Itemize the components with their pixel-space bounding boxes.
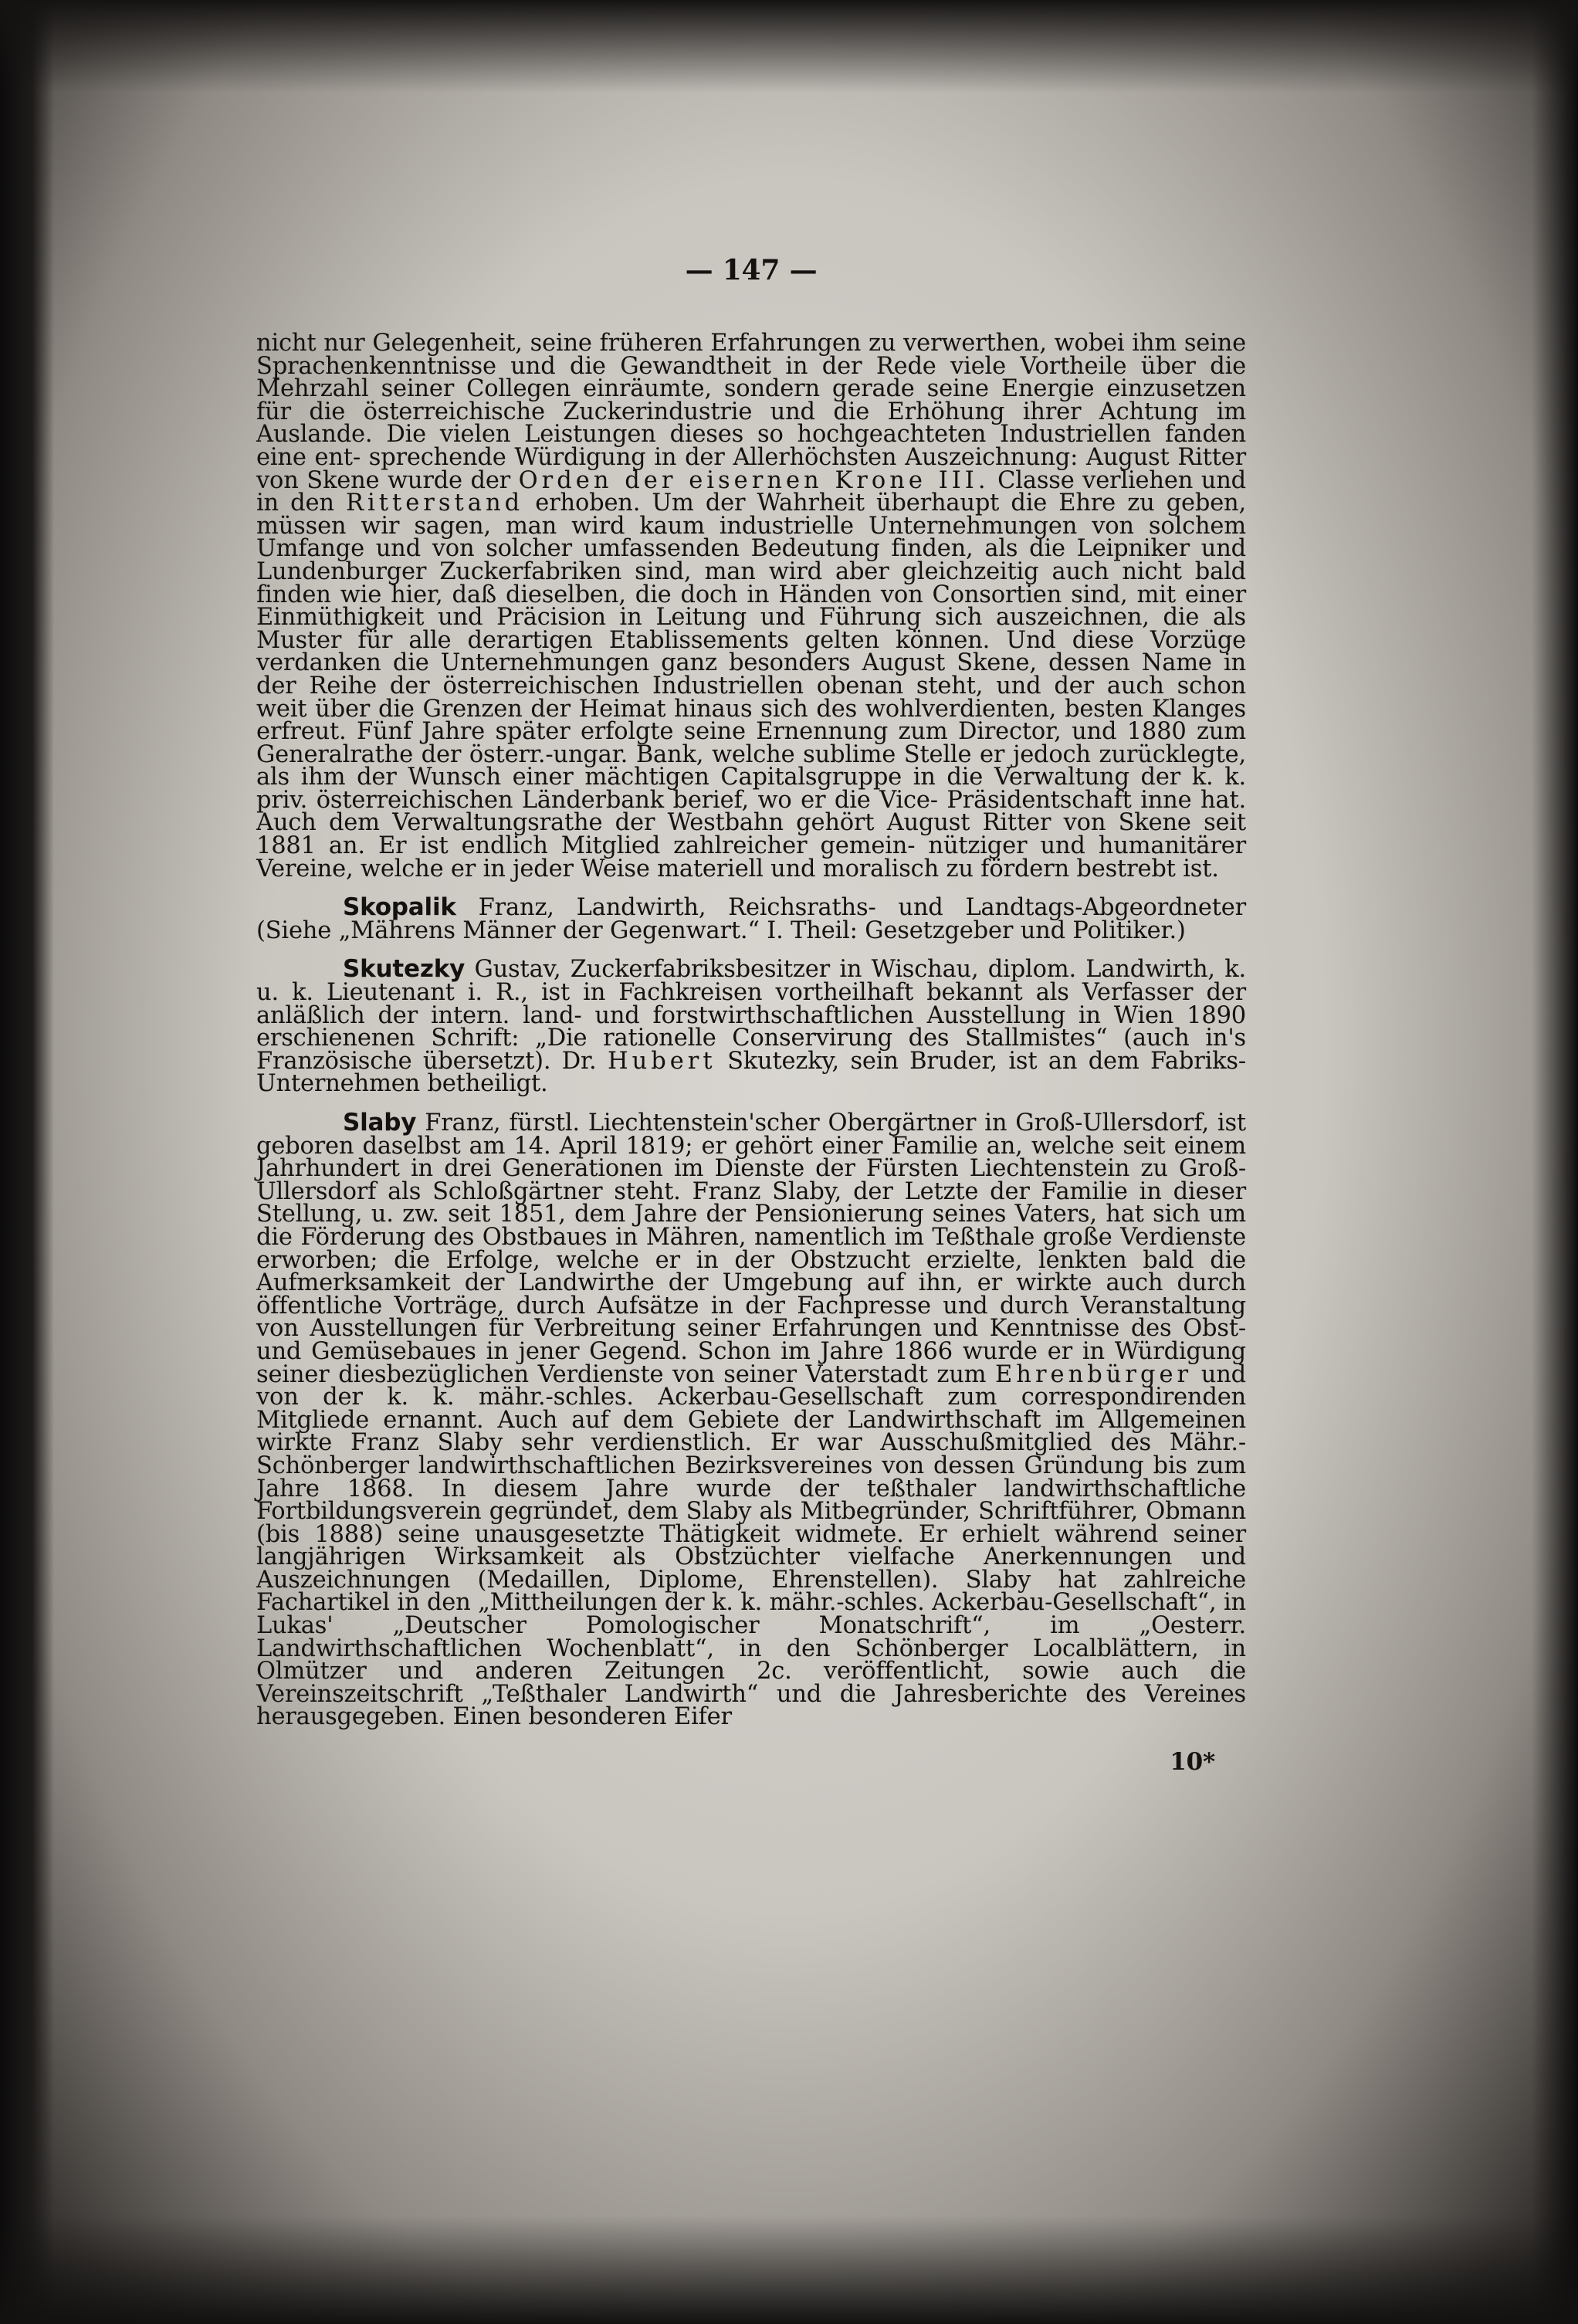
text-line: Einmüthigkeit und Präcision in Leitung und Führung sich auszeichnen, die als [256,604,1246,632]
entry-text: Skutezky, sein Bruder, ist an dem Fabriks-Unternehmen betheiligt. [256,1047,1246,1098]
text-line: und in den [256,466,1246,517]
text-line: Verwaltung der k. k. priv. österreichischen Länderbank berief, wo er die Vice- [256,764,1246,814]
paragraph-skene-continuation [256,330,1247,883]
headword-slaby: Slaby [343,1109,417,1137]
text-line: der Reihe der österreichischen Industriellen obenan steht, und der auch schon [256,672,1246,700]
headword-skutezky: Skutezky [343,955,466,984]
text-line: jedoch zurücklegte, als ihm der Wunsch einer mächtigen Capitalsgruppe in die [256,740,1246,791]
page-text-block [256,255,1246,1776]
text-line: geben, müssen wir sagen, man wird kaum industrielle Unternehmungen von solchem [256,490,1246,540]
text-line: die österreichische Zuckerindustrie und die Erhöhung ihrer Achtung im Auslande. [256,398,1246,449]
text-line: Lundenburger Zuckerfabriken sind, man wird aber gleichzeitig auch nicht bald [256,557,1246,585]
text-line: Klanges erfreut. Fünf Jahre später erfolgte seine Ernennung zum Director, [256,695,1247,746]
page-footer [256,1745,1246,1776]
text-line: Sprachenkenntnisse und die Gewandtheit in der Rede viele Vortheile über die [256,352,1246,380]
entry-text: Franz, Landwirth, Reichsraths- und Landtags-Abgeordneter (Siehe „Mährens Männer der Gegenwart.“ I. Theil: Gesetzgeber und Politiker.) [256,894,1246,944]
text-line: weit über die Grenzen der Heimat hinaus sich des wohlverdienten, besten [256,695,1143,723]
scan-bottom-shadow [0,2216,1578,2324]
text-line: nicht nur Gelegenheit, seine früheren Erfahrungen zu verwerthen, wobei ihm seine [256,330,1246,357]
scan-top-shadow [0,0,1578,93]
text-line: Die vielen Leistungen dieses so hochgeachteten Industriellen fanden eine ent- [256,421,1246,471]
sheet-signature: 10* [1170,1748,1215,1777]
text-line: erhoben. Um der Wahrheit überhaupt die Ehre zu [535,490,1155,517]
text-line: moralisch zu fördern bestrebt ist. [822,855,1219,883]
page-number: — 147 — [685,254,818,286]
text-line: Präsidentschaft inne hat. Auch dem Verwaltungsrathe der Westbahn gehört [256,786,1246,837]
entry-skopalik [256,893,1246,944]
spaced-order-name: Orden der eisernen Krone III. [518,466,990,494]
spaced-ehrenbuerger: Ehrenbürger [995,1360,1193,1388]
text-line: und 1880 zum Generalrathe der österr.-ungar. Bank, welche sublime Stelle er [256,718,1246,768]
entry-skutezky [256,955,1246,1098]
text-line: August Ritter von Skene seit 1881 an. Er ist endlich Mitglied zahlreicher gemein- [256,809,1246,860]
text-line: finden wie hier, daß dieselben, die doch in Händen von Consortien sind, mit einer [256,581,1246,608]
text-line: Mehrzahl seiner Collegen einräumte, sondern gerade seine Energie einzusetzen für [256,375,1246,425]
scan-left-shadow [0,0,54,2324]
spaced-ritterstand: Ritterstand [345,490,524,517]
entry-text: Gustav, Zuckerfabriksbesitzer in Wischau, diplom. Landwirth, k. u. k. Lieutenant i. R., ist in Fachkreisen vortheilhaft bekannt als Verfasser der anläßlich der intern. land- und forstwirthschaftlichen Ausstellung in Wien 1890 erschienenen Schrift: „Die rationelle Conservirung des Stallmistes“ (auch in's Französische übersetzt). Dr. [256,956,1246,1075]
text-line: verdanken die Unternehmungen ganz besonders August Skene, dessen Name in [256,649,1246,677]
text-line: Classe verliehen [997,466,1194,494]
scan-right-shadow [1532,0,1578,2324]
entry-text: und von der k. k. mähr.-schles. Ackerbau-Gesellschaft zum correspondirenden Mitgliede ernannt. Auch auf dem Gebiete der Landwirthschaft im Allgemeinen wirkte Franz Slaby sehr verdienstlich. Er war Ausschußmitglied des Mähr.-Schönberger landwirthschaftlichen Bezirksvereines von dessen Gründung bis zum Jahre 1868. In diesem Jahre wurde der teßthaler landwirthschaftliche Fortbildungsverein gegründet, dem Slaby als Mitbegründer, Schriftführer, Obmann (bis 1888) seine unausgesetzte Thätigkeit widmete. Er erhielt während seiner langjährigen Wirksamkeit als Obstzüchter vielfache Anerkennungen und Auszeichnungen (Medaillen, Diplome, Ehrenstellen). Slaby hat zahlreiche Fachartikel in den „Mittheilungen der k. k. mähr.-schles. Ackerbau-Gesellschaft“, in Lukas' „Deutscher Pomologischer Monatschrift“, im „Oesterr. Landwirthschaftlichen Wochenblatt“, in den Schönberger Localblättern, in Olmützer und anderen Zeitungen 2c. veröffentlicht, sowie auch die Vereinszeitschrift „Teßthaler Landwirth“ und die Jahresberichte des Vereines herausgegeben. Einen besonderen Eifer [256,1360,1247,1731]
text-line: sprechende Würdigung in der Allerhöchsten Auszeichnung: August Ritter von [256,443,1247,494]
text-line: nütziger und humanitärer Vereine, welche er in jeder Weise materiell und [256,832,1246,883]
text-line: Skene wurde der [306,466,511,494]
text-line: Muster für alle derartigen Etablissements gelten können. Und diese Vorzüge [256,626,1246,654]
spaced-name-hubert: Hubert [607,1047,716,1075]
headword-skopalik: Skopalik [343,893,456,922]
entry-text: Franz, fürstl. Liechtenstein'scher Obergärtner in Groß-Ullersdorf, ist geboren daselbst am 14. April 1819; er gehört einer Familie an, welche seit einem Jahrhundert in drei Generationen im Dienste der Fürsten Liechtenstein zu Groß-Ullersdorf als Schloßgärtner steht. Franz Slaby, der Letzte der Familie in dieser Stellung, u. zw. seit 1851, dem Jahre der Pensionierung seines Vaters, hat sich um die Förderung des Obstbaues in Mähren, namentlich im Teßthale große Verdienste erworben; die Erfolge, welche er in der Obstzucht erzielte, lenkten bald die Aufmerksamkeit der Landwirthe der Umgebung auf ihn, er wirkte auch durch öffentliche Vorträge, durch Aufsätze in der Fachpresse und durch Veranstaltung von Ausstellungen für Verbreitung seiner Erfahrungen und Kenntnisse des Obst- und Gemüsebaues in jener Gegend. Schon im Jahre 1866 wurde er in Würdigung seiner diesbezüglichen Verdienste von seiner Vaterstadt zum [256,1109,1246,1388]
entry-slaby [256,1109,1247,1731]
text-line: Umfange und von solcher umfassenden Bedeutung finden, als die Leipniker und [256,535,1246,563]
